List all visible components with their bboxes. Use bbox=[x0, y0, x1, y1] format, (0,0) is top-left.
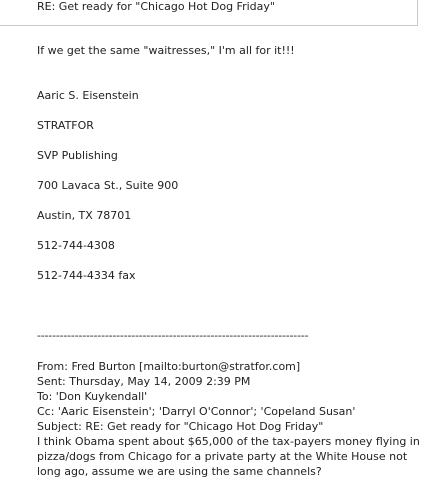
signature-city: Austin, TX 78701 bbox=[37, 209, 132, 222]
subject-line: Subject: RE: Get ready for "Chicago Hot Dog Friday" bbox=[37, 420, 324, 433]
cc-line: Cc: 'Aaric Eisenstein'; 'Darryl O'Connor'; 'Copeland Susan' bbox=[37, 405, 356, 418]
signature-address: 700 Lavaca St., Suite 900 bbox=[37, 179, 179, 192]
message-divider: ------------------------------------------------------------------------ bbox=[37, 329, 309, 342]
from-line: From: Fred Burton [mailto:burton@stratfor.com] bbox=[37, 360, 301, 373]
signature-phone: 512-744-4308 bbox=[37, 239, 115, 252]
reply-subject: RE: Get ready for "Chicago Hot Dog Friday" bbox=[37, 0, 275, 13]
to-line: To: 'Don Kuykendall' bbox=[37, 390, 148, 403]
signature-company: STRATFOR bbox=[37, 119, 94, 132]
reply-message: If we get the same "waitresses," I'm all for it!!! bbox=[37, 44, 295, 57]
signature-name: Aaric S. Eisenstein bbox=[37, 89, 139, 102]
original-message-header bbox=[37, 359, 420, 434]
original-message-body: I think Obama spent about $65,000 of the tax-payers money flying in pizza/dogs from Chicago for a private party at the White House not long ago, assume we are using the same channels? bbox=[37, 435, 420, 478]
signature-title: SVP Publishing bbox=[37, 149, 118, 162]
sent-line: Sent: Thursday, May 14, 2009 2:39 PM bbox=[37, 375, 251, 388]
signature-fax: 512-744-4334 fax bbox=[37, 269, 136, 282]
